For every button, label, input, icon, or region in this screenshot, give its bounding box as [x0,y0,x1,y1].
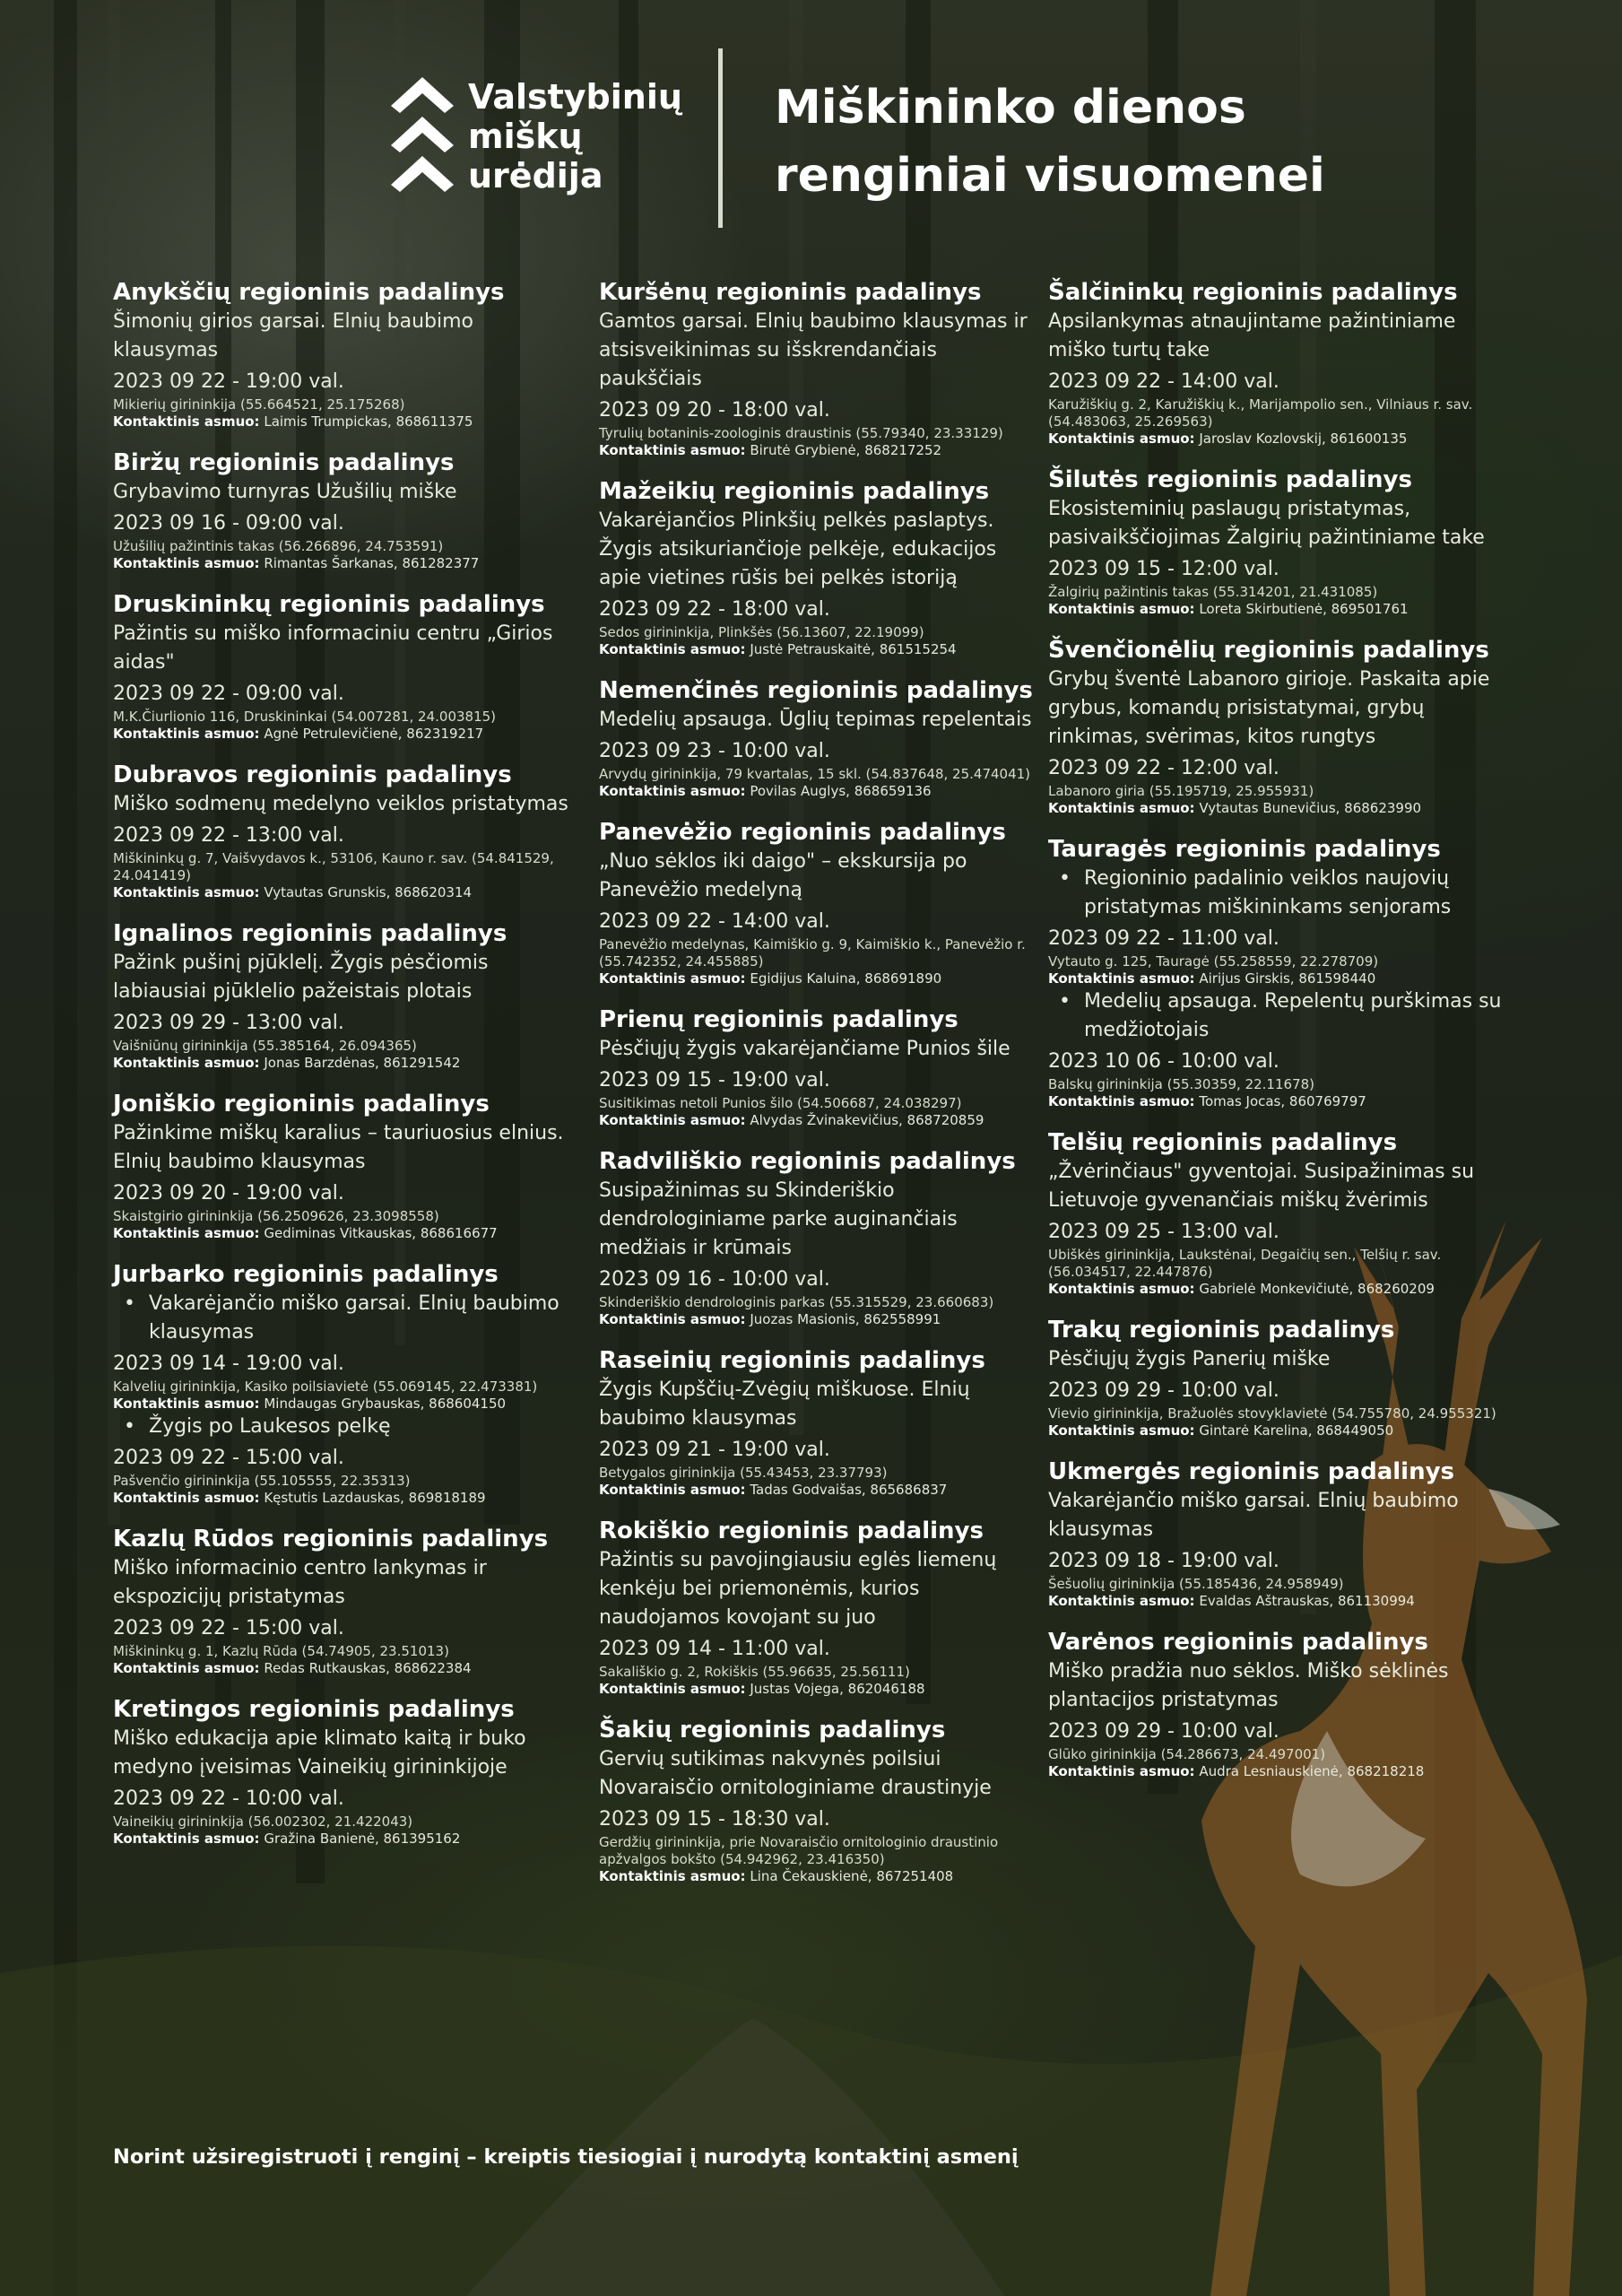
event-location: Betygalos girininkija (55.43453, 23.37793) [599,1465,888,1481]
event-contact [599,783,1038,800]
region-name: Šakių regioninis padalinys [599,1717,946,1744]
event-description: • Žygis po Laukesos pelkę [113,1413,579,1441]
contact-person: Jaroslav Kozlovskij, 861600135 [1199,430,1408,447]
contact-person: Loreta Skirbutienė, 869501761 [1199,601,1409,617]
event-contact [113,726,579,743]
event-description: Medelių apsauga. Ūglių tepimas repelentais [599,709,1032,731]
event-location: Karužiškių g. 2, Karužiškių k., Marijampolio sen., Vilniaus r. sav. (54.483063, 25.269563) [1048,396,1473,430]
contact-label: Kontaktinis asmuo: [1048,1763,1195,1779]
contact-label: Kontaktinis asmuo: [113,1490,260,1506]
logo-line: Valstybinių [468,77,682,117]
event-datetime: 2023 09 22 - 15:00 val. [113,1447,344,1469]
event-datetime: 2023 09 29 - 10:00 val. [1048,1720,1279,1743]
region-name: Prienų regioninis padalinys [599,1006,958,1033]
region-block [599,818,1038,987]
event-description: • Regioninio padalinio veiklos naujovių pristatymas miškininkams senjorams [1048,865,1514,922]
title-line: Miškininko dienos [775,81,1246,135]
contact-person: Kęstutis Lazdauskas, 869818189 [264,1490,486,1506]
event-location: Gerdžių girininkija, prie Novaraisčio ornitologinio draustinio apžvalgos bokšto (54.942962, 23.416350) [599,1834,999,1867]
event-contact [113,1225,579,1242]
event-datetime: 2023 09 22 - 19:00 val. [113,370,344,393]
contact-label: Kontaktinis asmuo: [599,442,746,458]
region-name: Šilutės regioninis padalinys [1048,466,1412,493]
event-description: Susipažinimas su Skinderiškio dendrologiniame parke auginančiais medžiais ir krūmais [599,1179,958,1259]
event-location: Pašvenčio girininkija (55.105555, 22.35313) [113,1473,411,1489]
event-description: Miško pradžia nuo sėklos. Miško sėklinės plantacijos pristatymas [1048,1660,1449,1711]
region-block [599,1147,1038,1328]
event-datetime: 2023 09 22 - 14:00 val. [1048,370,1279,393]
event-description: Grybų šventė Labanoro girioje. Paskaita apie grybus, komandų prisistatymai, grybų rinkimas, svėrimas, kitos rungtys [1048,668,1490,748]
contact-person: Agnė Petrulevičienė, 862319217 [264,726,484,742]
event-description: Pažinkime miškų karalius – tauriuosius elnius. Elnių baubimo klausymas [113,1122,564,1173]
event-location: Žalgirių pažintinis takas (55.314201, 21.431085) [1048,584,1378,600]
contact-label: Kontaktinis asmuo: [599,1311,746,1327]
region-name: Kuršėnų regioninis padalinys [599,279,982,306]
event-description: Pažintis su pavojingiausiu eglės liemenų kenkėju bei priemonėmis, kurios naudojamos kovojant su juo [599,1549,997,1629]
event-datetime: 2023 09 23 - 10:00 val. [599,740,830,762]
region-block [599,477,1038,658]
event-location: Skaistgirio girininkija (56.2509626, 23.3098558) [113,1208,439,1224]
event-contact [599,641,1038,658]
header-divider [718,48,723,228]
event-datetime: 2023 10 06 - 10:00 val. [1048,1050,1279,1073]
contact-label: Kontaktinis asmuo: [113,726,260,742]
event-contact [599,1311,1038,1328]
contact-person: Audra Lesniauskienė, 868218218 [1199,1763,1425,1779]
contact-label: Kontaktinis asmuo: [599,641,746,657]
region-block [113,278,579,430]
contact-label: Kontaktinis asmuo: [599,1868,746,1884]
event-contact [1048,1093,1514,1110]
region-block [599,1517,1038,1698]
event-datetime: 2023 09 22 - 10:00 val. [113,1787,344,1810]
contact-label: Kontaktinis asmuo: [599,783,746,799]
contact-label: Kontaktinis asmuo: [113,1831,260,1847]
event-datetime: 2023 09 29 - 10:00 val. [1048,1379,1279,1402]
contact-person: Redas Rutkauskas, 868622384 [264,1660,472,1676]
region-block [1048,1316,1514,1439]
event-datetime: 2023 09 16 - 09:00 val. [113,512,344,535]
region-name: Joniškio regioninis padalinys [113,1091,490,1118]
event-contact [1048,1763,1514,1780]
event-contact [113,555,579,572]
event-location: Vaišniūnų girininkija (55.385164, 26.094365) [113,1038,417,1054]
contact-person: Justė Petrauskaitė, 861515254 [750,641,957,657]
region-block [1048,636,1514,817]
event-location: Labanoro giria (55.195719, 25.955931) [1048,783,1314,799]
event-datetime: 2023 09 22 - 09:00 val. [113,683,344,705]
tree-logo-icon [391,77,454,199]
contact-label: Kontaktinis asmuo: [599,1112,746,1128]
contact-label: Kontaktinis asmuo: [113,1396,260,1412]
region-name: Biržų regioninis padalinys [113,449,455,476]
contact-person: Gražina Banienė, 861395162 [264,1831,461,1847]
contact-label: Kontaktinis asmuo: [1048,1093,1195,1109]
event-datetime: 2023 09 22 - 14:00 val. [599,910,830,933]
event-location: Balskų girininkija (55.30359, 22.11678) [1048,1076,1314,1092]
contact-label: Kontaktinis asmuo: [113,1660,260,1676]
event-datetime: 2023 09 14 - 11:00 val. [599,1638,830,1660]
event-datetime: 2023 09 22 - 13:00 val. [113,824,344,847]
region-name: Ignalinos regioninis padalinys [113,920,507,947]
logo-line: urėdija [468,156,603,196]
event-datetime: 2023 09 15 - 12:00 val. [1048,558,1279,580]
region-block [113,1525,579,1677]
event-datetime: 2023 09 18 - 19:00 val. [1048,1550,1279,1572]
event-description: Miško edukacija apie klimato kaitą ir buko medyno įveisimas Vaineikių girininkijoje [113,1727,526,1779]
region-name: Raseinių regioninis padalinys [599,1347,985,1374]
region-block [113,448,579,572]
event-description: Pėsčiųjų žygis vakarėjančiame Punios šile [599,1038,1010,1060]
event-location: Miškininkų g. 7, Vaišvydavos k., 53106, Kauno r. sav. (54.841529, 24.041419) [113,850,554,883]
logo [391,77,687,203]
contact-label: Kontaktinis asmuo: [1048,970,1195,987]
event-datetime: 2023 09 22 - 15:00 val. [113,1617,344,1639]
contact-person: Birutė Grybienė, 868217252 [750,442,942,458]
event-location: Vytauto g. 125, Tauragė (55.258559, 22.278709) [1048,953,1379,970]
event-location: Mikierių girininkija (55.664521, 25.175268) [113,396,405,413]
contact-person: Lina Čekauskienė, 867251408 [750,1868,954,1884]
events-column-3 [1048,278,1514,1798]
region-block [113,590,579,743]
region-name: Tauragės regioninis padalinys [1048,836,1441,863]
event-contact [113,413,579,430]
title-line: renginiai visuomenei [775,149,1325,203]
contact-label: Kontaktinis asmuo: [113,1225,260,1241]
contact-person: Justas Vojega, 862046188 [750,1681,925,1697]
logo-line: miškų [468,117,583,156]
event-contact [1048,970,1514,987]
event-description: „Žvėrinčiaus" gyventojai. Susipažinimas su Lietuvoje gyvenančiais miškų žvėrimis [1048,1161,1475,1212]
region-name: Anykščių regioninis padalinys [113,279,505,306]
region-name: Panevėžio regioninis padalinys [599,819,1006,846]
event-location: Sakališkio g. 2, Rokiškis (55.96635, 25.56111) [599,1664,910,1680]
region-block [599,1346,1038,1499]
region-name: Mažeikių regioninis padalinys [599,478,990,505]
region-block [113,1695,579,1848]
event-location: Panevėžio medelynas, Kaimiškio g. 9, Kaimiškio k., Panevėžio r. (55.742352, 24.455885) [599,936,1026,970]
event-description: Žygis Kupščių-Zvėgių miškuose. Elnių baubimo klausymas [599,1378,970,1430]
contact-person: Evaldas Aštrauskas, 861130994 [1199,1593,1415,1609]
contact-person: Gediminas Vitkauskas, 868616677 [264,1225,498,1241]
region-block [599,1716,1038,1885]
registration-note: Norint užsiregistruoti į renginį – kreiptis tiesiogiai į nurodytą kontaktinį asmenį [113,2145,1019,2169]
event-contact [599,1681,1038,1698]
event-location: M.K.Čiurlionio 116, Druskininkai (54.007281, 24.003815) [113,709,497,725]
event-contact [113,1055,579,1072]
event-location: Ubiškės girininkija, Laukstėnai, Degaičių sen., Telšių r. sav. (56.034517, 22.447876) [1048,1247,1442,1280]
contact-person: Mindaugas Grybauskas, 868604150 [264,1396,507,1412]
contact-person: Gabrielė Monkevičiutė, 868260209 [1199,1281,1435,1297]
contact-label: Kontaktinis asmuo: [1048,1281,1195,1297]
contact-person: Alvydas Žvinakevičius, 868720859 [750,1112,984,1128]
event-contact [113,1490,579,1507]
page-title [775,74,1325,210]
event-location: Miškininkų g. 1, Kazlų Rūda (54.74905, 23.51013) [113,1643,449,1659]
event-location: Kalvelių girininkija, Kasiko poilsiavietė (55.069145, 22.473381) [113,1378,538,1395]
event-datetime: 2023 09 15 - 19:00 val. [599,1069,830,1091]
event-location: Arvydų girininkija, 79 kvartalas, 15 skl. (54.837648, 25.474041) [599,766,1031,782]
event-description: Apsilankymas atnaujintame pažintiniame miško turtų take [1048,310,1456,361]
contact-person: Airijus Girskis, 861598440 [1199,970,1376,987]
event-datetime: 2023 09 16 - 10:00 val. [599,1268,830,1291]
region-name: Trakų regioninis padalinys [1048,1317,1395,1344]
event-datetime: 2023 09 22 - 18:00 val. [599,598,830,621]
event-description: Vakarėjančio miško garsai. Elnių baubimo klausymas [1048,1490,1459,1541]
event-datetime: 2023 09 15 - 18:30 val. [599,1808,830,1831]
event-location: Glūko girininkija (54.286673, 24.497001) [1048,1746,1326,1762]
event-contact [1048,1593,1514,1610]
event-location: Sedos girininkija, Plinkšės (56.13607, 22.19099) [599,624,924,640]
event-contact [599,1482,1038,1499]
region-name: Kazlų Rūdos regioninis padalinys [113,1526,549,1552]
event-description: Gamtos garsai. Elnių baubimo klausymas ir atsisveikinimas su išskrendančiais paukščiais [599,310,1028,390]
event-datetime: 2023 09 20 - 18:00 val. [599,399,830,422]
event-contact [1048,1281,1514,1298]
event-description: Pažink pušinį pjūklelį. Žygis pėsčiomis labiausiai pjūklelio pažeistais plotais [113,952,489,1003]
event-description: • Medelių apsauga. Repelentų purškimas su medžiotojais [1048,987,1514,1045]
event-description: Gervių sutikimas nakvynės poilsiui Novaraisčio ornitologiniame draustinyje [599,1748,992,1799]
event-contact [599,1112,1038,1129]
event-description: Šimonių girios garsai. Elnių baubimo klausymas [113,310,474,361]
event-location: Vaineikių girininkija (56.002302, 21.422043) [113,1813,413,1830]
event-location: Susitikimas netoli Punios šilo (54.506687, 24.038297) [599,1095,962,1111]
contact-person: Povilas Auglys, 868659136 [750,783,932,799]
contact-label: Kontaktinis asmuo: [1048,800,1195,816]
region-name: Švenčionėlių regioninis padalinys [1048,637,1489,664]
event-description: Miško sodmenų medelyno veiklos pristatymas [113,793,568,815]
event-datetime: 2023 09 25 - 13:00 val. [1048,1221,1279,1243]
event-contact [599,970,1038,987]
contact-label: Kontaktinis asmuo: [1048,601,1195,617]
event-contact [113,1660,579,1677]
region-block [113,1090,579,1242]
region-name: Rokiškio regioninis padalinys [599,1518,984,1544]
event-datetime: 2023 09 21 - 19:00 val. [599,1439,830,1461]
region-block [1048,465,1514,618]
event-description: Pėsčiųjų žygis Panerių miške [1048,1348,1331,1370]
contact-label: Kontaktinis asmuo: [113,413,260,430]
region-name: Ukmergės regioninis padalinys [1048,1458,1455,1485]
contact-label: Kontaktinis asmuo: [113,884,260,900]
contact-person: Egidijus Kaluina, 868691890 [750,970,942,987]
contact-person: Vytautas Grunskis, 868620314 [264,884,473,900]
event-description: Pažintis su miško informaciniu centru „Girios aidas" [113,622,553,674]
region-block [1048,835,1514,1110]
region-block [1048,1128,1514,1298]
contact-label: Kontaktinis asmuo: [599,1482,746,1498]
contact-label: Kontaktinis asmuo: [1048,1593,1195,1609]
region-block [599,278,1038,459]
contact-person: Laimis Trumpickas, 868611375 [264,413,473,430]
region-block [599,676,1038,800]
region-name: Šalčininkų regioninis padalinys [1048,279,1458,306]
contact-person: Tomas Jocas, 860769797 [1199,1093,1366,1109]
contact-person: Jonas Barzdėnas, 861291542 [264,1055,461,1071]
region-block [1048,278,1514,448]
event-contact [113,1396,579,1413]
event-contact [599,1868,1038,1885]
event-description: Vakarėjančios Plinkšių pelkės paslaptys. Žygis atsikuriančioje pelkėje, edukacijos apie vietines rūšis bei pelkės istoriją [599,509,997,589]
event-datetime: 2023 09 14 - 19:00 val. [113,1352,344,1375]
event-contact [113,1831,579,1848]
event-datetime: 2023 09 20 - 19:00 val. [113,1182,344,1205]
contact-person: Gintarė Karelina, 868449050 [1199,1422,1394,1439]
region-block [113,919,579,1072]
event-contact [599,442,1038,459]
region-name: Druskininkų regioninis padalinys [113,591,545,618]
region-block [113,761,579,901]
event-description: Grybavimo turnyras Užušilių miške [113,481,457,503]
region-block [599,1005,1038,1129]
contact-person: Juozas Masionis, 862558991 [750,1311,941,1327]
contact-label: Kontaktinis asmuo: [599,970,746,987]
event-contact [1048,1422,1514,1439]
region-name: Radviliškio regioninis padalinys [599,1148,1016,1175]
contact-person: Tadas Godvaišas, 865686837 [750,1482,948,1498]
event-contact [1048,800,1514,817]
event-contact [1048,601,1514,618]
contact-label: Kontaktinis asmuo: [599,1681,746,1697]
events-column-1 [113,278,579,1866]
event-description: Ekosisteminių paslaugų pristatymas, pasivaikščiojimas Žalgirių pažintiniame take [1048,498,1485,549]
event-datetime: 2023 09 22 - 11:00 val. [1048,927,1279,950]
event-description: „Nuo sėklos iki daigo" – ekskursija po Panevėžio medelyną [599,850,967,901]
event-contact [113,884,579,901]
logo-text [468,77,682,196]
contact-label: Kontaktinis asmuo: [1048,1422,1195,1439]
contact-person: Rimantas Šarkanas, 861282377 [264,555,480,571]
contact-person: Vytautas Bunevičius, 868623990 [1199,800,1422,816]
region-name: Varėnos regioninis padalinys [1048,1629,1428,1656]
contact-label: Kontaktinis asmuo: [113,1055,260,1071]
event-location: Vievio girininkija, Bražuolės stovyklavietė (54.755780, 24.955321) [1048,1405,1496,1422]
event-description: Miško informacinio centro lankymas ir ekspozicijų pristatymas [113,1557,487,1608]
region-block [1048,1628,1514,1780]
region-name: Dubravos regioninis padalinys [113,761,512,788]
event-contact [1048,430,1514,448]
event-location: Skinderiškio dendrologinis parkas (55.315529, 23.660683) [599,1294,994,1310]
event-datetime: 2023 09 29 - 13:00 val. [113,1012,344,1034]
event-location: Tyrulių botaninis-zoologinis draustinis (55.79340, 23.33129) [599,425,1003,441]
event-description: • Vakarėjančio miško garsai. Elnių baubimo klausymas [113,1290,579,1347]
event-datetime: 2023 09 22 - 12:00 val. [1048,757,1279,779]
contact-label: Kontaktinis asmuo: [1048,430,1195,447]
region-block [1048,1457,1514,1610]
region-name: Jurbarko regioninis padalinys [113,1261,499,1288]
events-column-2 [599,278,1038,1903]
event-location: Užušilių pažintinis takas (56.266896, 24.753591) [113,538,444,554]
contact-label: Kontaktinis asmuo: [113,555,260,571]
region-name: Telšių regioninis padalinys [1048,1129,1398,1156]
event-location: Šešuolių girininkija (55.185436, 24.958949) [1048,1576,1344,1592]
region-name: Kretingos regioninis padalinys [113,1696,515,1723]
region-name: Nemenčinės regioninis padalinys [599,677,1033,704]
region-block [113,1260,579,1507]
